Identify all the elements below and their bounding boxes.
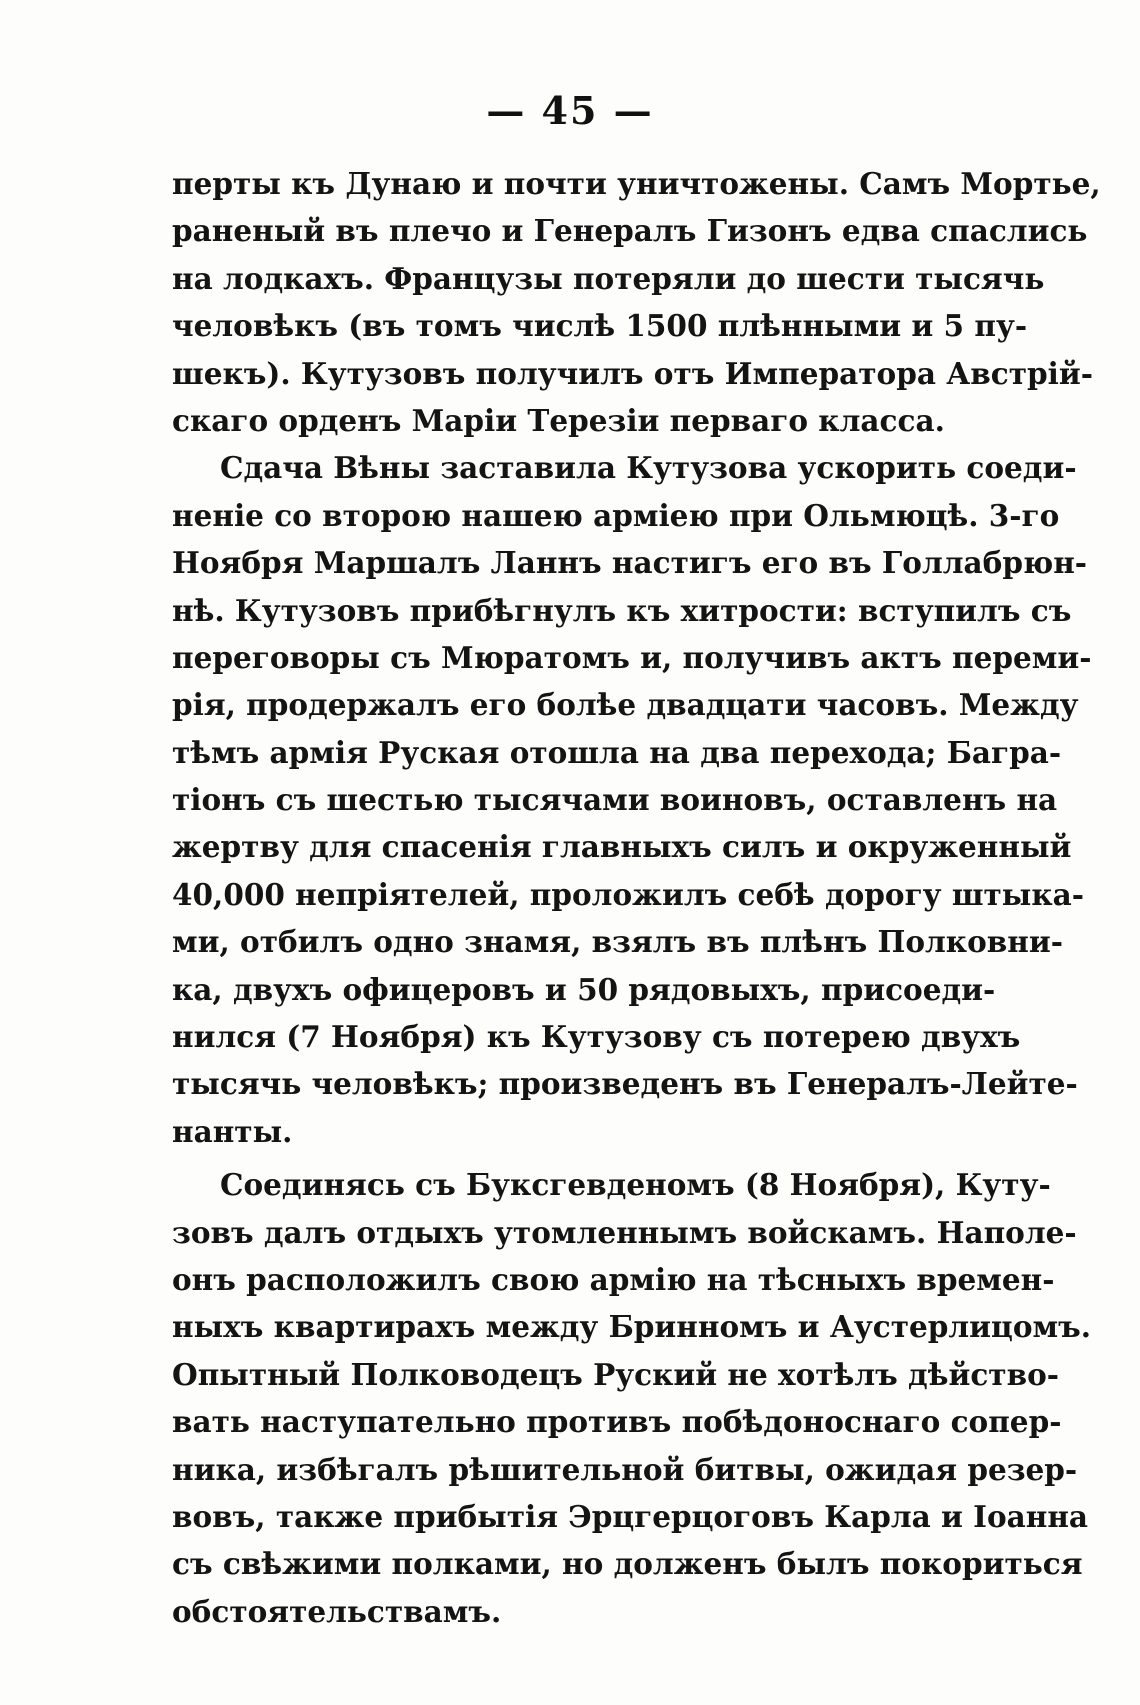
text-line: тіонъ съ шестью тысячами воиновъ, оставленъ на [172, 782, 1058, 818]
text-line: рія, продержалъ его болѣе двадцати часовъ. Между [172, 687, 1079, 723]
text-line: нился (7 Ноября) къ Кутузову съ потерею двухъ [172, 1019, 1021, 1055]
text-line: тысячь человѣкъ; произведенъ въ Генералъ-Лейте- [172, 1066, 1078, 1102]
page-number: — 45 — [486, 88, 654, 133]
text-line: Соединясь съ Буксгевденомъ (8 Ноября), Куту- [220, 1167, 1051, 1203]
text-line: Опытный Полководецъ Руский не хотѣлъ дѣйство- [172, 1356, 1059, 1392]
text-line: ми, отбилъ одно знамя, взялъ въ плѣнъ Полковни- [172, 924, 1063, 960]
text-line: перты къ Дунаю и почти уничтожены. Самъ Мортье, [172, 166, 1101, 201]
text-line: раненый въ плечо и Генералъ Гизонъ едва спаслись [172, 213, 1088, 249]
body-text [172, 160, 1101, 1635]
text-line: онъ расположилъ свою армію на тѣсныхъ времен- [172, 1261, 1055, 1297]
paragraph [172, 444, 1092, 1155]
text-line: вать наступательно противъ побѣдоноснаго сопер- [172, 1404, 1062, 1440]
text-line: нанты. [172, 1113, 293, 1149]
text-line: Ноября Маршалъ Ланнъ настигъ его въ Голлабрюн- [172, 545, 1088, 581]
text-line: зовъ далъ отдыхъ утомленнымъ войскамъ. Наполе- [172, 1214, 1077, 1250]
text-line: съ свѣжими полками, но долженъ былъ покориться [172, 1546, 1083, 1582]
text-line: ника, избѣгалъ рѣшительной битвы, ожидая резер- [172, 1451, 1078, 1487]
text-line: 40,000 непріятелей, проложилъ себѣ дорогу штыка- [172, 876, 1085, 912]
text-line: ка, двухъ офицеровъ и 50 рядовыхъ, присоеди- [172, 971, 996, 1007]
text-line: жертву для спасенія главныхъ силъ и окруженный [172, 829, 1072, 865]
text-line: шекъ). Кутузовъ получилъ отъ Императора Австрій- [172, 355, 1093, 391]
text-line: Сдача Вѣны заставила Кутузова ускорить соеди- [220, 450, 1077, 486]
text-line: переговоры съ Мюратомъ и, получивъ актъ переми- [172, 639, 1092, 675]
text-line: нѣ. Кутузовъ прибѣгнулъ къ хитрости: вступилъ съ [172, 592, 1072, 628]
text-line: неніе со второю нашею арміею при Ольмюцѣ. 3-го [172, 497, 1060, 533]
text-line: скаго орденъ Маріи Терезіи перваго класса. [172, 402, 945, 438]
text-line: обстоятельствамъ. [172, 1593, 502, 1629]
text-line: человѣкъ (въ томъ числѣ 1500 плѣнными и 5 пу- [172, 308, 1028, 344]
text-line: вовъ, также прибытія Эрцгерцоговъ Карла и Іоанна [172, 1498, 1089, 1534]
text-line: тѣмъ армія Руская отошла на два перехода; Багра- [172, 734, 1062, 770]
paragraph [172, 160, 1101, 444]
text-line: на лодкахъ. Французы потеряли до шести тысячь [172, 260, 1045, 296]
text-line: ныхъ квартирахъ между Бринномъ и Аустерлицомъ. [172, 1309, 1092, 1345]
paragraph [172, 1161, 1092, 1635]
